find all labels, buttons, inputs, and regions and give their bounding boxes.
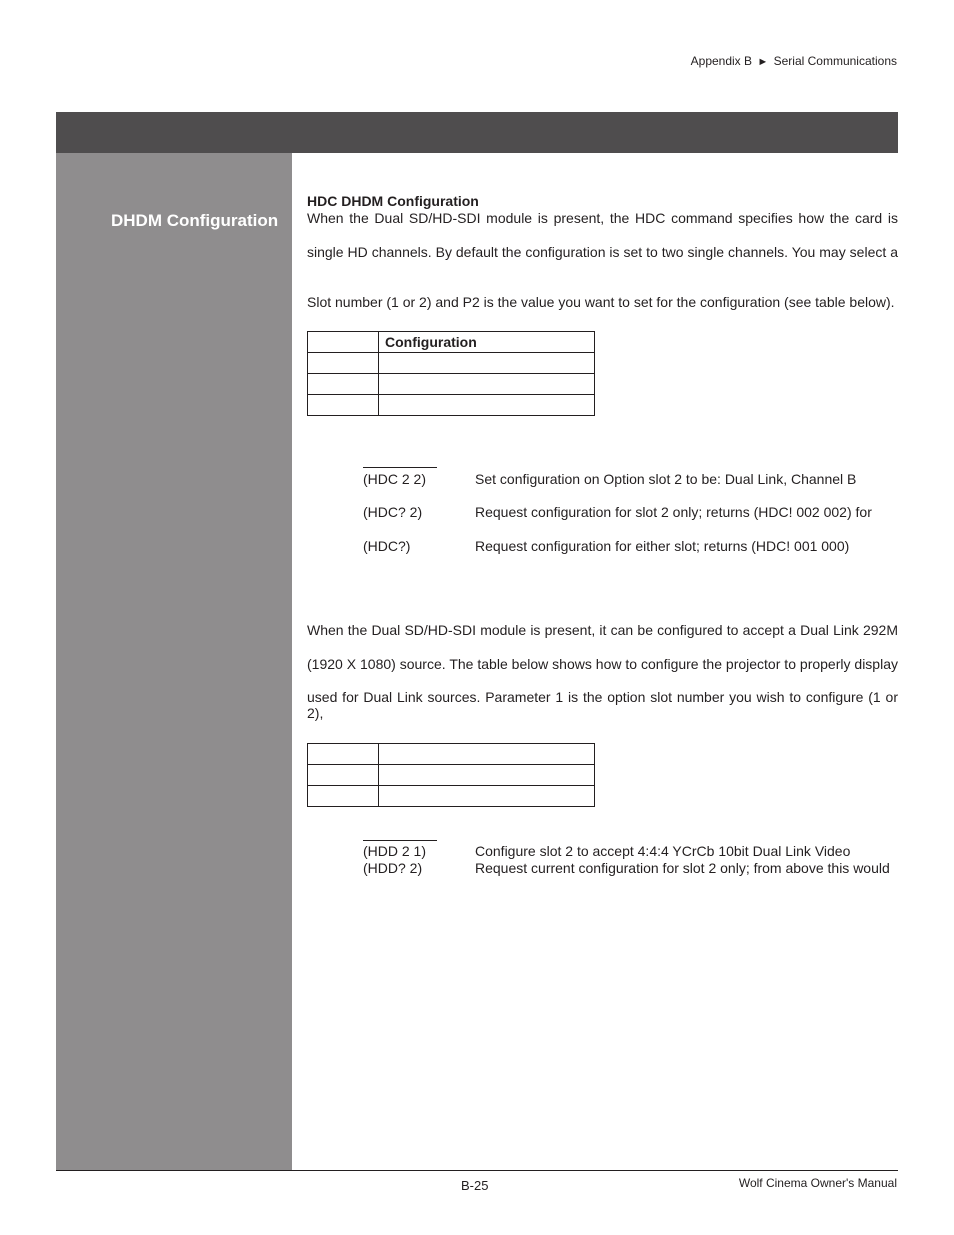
page-number: B-25 <box>461 1178 489 1193</box>
example-command: (HDC?) <box>363 538 411 554</box>
hdc-config-table <box>307 331 595 416</box>
table-header-configuration: Configuration <box>379 332 595 353</box>
table-header-row <box>308 332 595 353</box>
example-description: Request configuration for either slot; returns (HDC! 001 000) <box>475 538 850 554</box>
header-band <box>56 112 898 153</box>
section-title: DHDM Configuration <box>111 211 279 230</box>
hdc-subheading: HDC DHDM Configuration <box>307 193 479 209</box>
table-cell <box>308 353 379 374</box>
hdc-examples-rule <box>363 467 437 468</box>
table-cell <box>308 744 379 765</box>
hdc-paragraph-line: When the Dual SD/HD-SDI module is present, the HDC command specifies how the card is <box>307 210 898 226</box>
hdd-paragraph-line: used for Dual Link sources. Parameter 1 is the option slot number you wish to configure (1 or 2), <box>307 689 898 721</box>
table-cell <box>308 395 379 416</box>
manual-title: Wolf Cinema Owner's Manual <box>738 1176 897 1190</box>
example-command: (HDC 2 2) <box>363 471 427 487</box>
table-cell <box>379 353 595 374</box>
table-cell <box>379 786 595 807</box>
example-description: Request current configuration for slot 2 only; from above this would <box>475 860 890 876</box>
table-row <box>308 374 595 395</box>
example-command: (HDD 2 1) <box>363 843 427 859</box>
breadcrumb-section: Serial Communications <box>773 54 897 68</box>
table-cell <box>308 374 379 395</box>
breadcrumb-arrow-icon: ► <box>757 56 769 68</box>
hdc-paragraph-line: Slot number (1 or 2) and P2 is the value you want to set for the configuration (see table below). <box>307 294 895 310</box>
table-cell <box>379 765 595 786</box>
hdd-examples-rule <box>363 840 437 841</box>
table-row <box>308 744 595 765</box>
table-cell <box>308 765 379 786</box>
header-breadcrumb <box>691 54 897 68</box>
hdd-paragraph-line: (1920 X 1080) source. The table below shows how to configure the projector to properly display <box>307 656 898 672</box>
table-row <box>308 786 595 807</box>
table-cell <box>379 395 595 416</box>
example-description: Configure slot 2 to accept 4:4:4 YCrCb 10bit Dual Link Video <box>475 843 851 859</box>
example-command: (HDC? 2) <box>363 504 423 520</box>
hdc-paragraph-line: single HD channels. By default the configuration is set to two single channels. You may select a <box>307 244 898 260</box>
breadcrumb-appendix: Appendix B <box>690 54 753 68</box>
table-cell <box>308 786 379 807</box>
table-cell <box>379 374 595 395</box>
footer-rule <box>56 1170 898 1171</box>
sidebar-column <box>56 153 292 1170</box>
table-cell <box>379 744 595 765</box>
hdd-paragraph-line: When the Dual SD/HD-SDI module is present, it can be configured to accept a Dual Link 292M <box>307 622 898 638</box>
table-cell <box>308 332 379 353</box>
table-row <box>308 353 595 374</box>
table-row <box>308 765 595 786</box>
table-row <box>308 395 595 416</box>
example-description: Set configuration on Option slot 2 to be: Dual Link, Channel B <box>475 471 857 487</box>
example-command: (HDD? 2) <box>363 860 423 876</box>
hdd-config-table <box>307 743 595 807</box>
example-description: Request configuration for slot 2 only; returns (HDC! 002 002) for <box>475 504 872 520</box>
